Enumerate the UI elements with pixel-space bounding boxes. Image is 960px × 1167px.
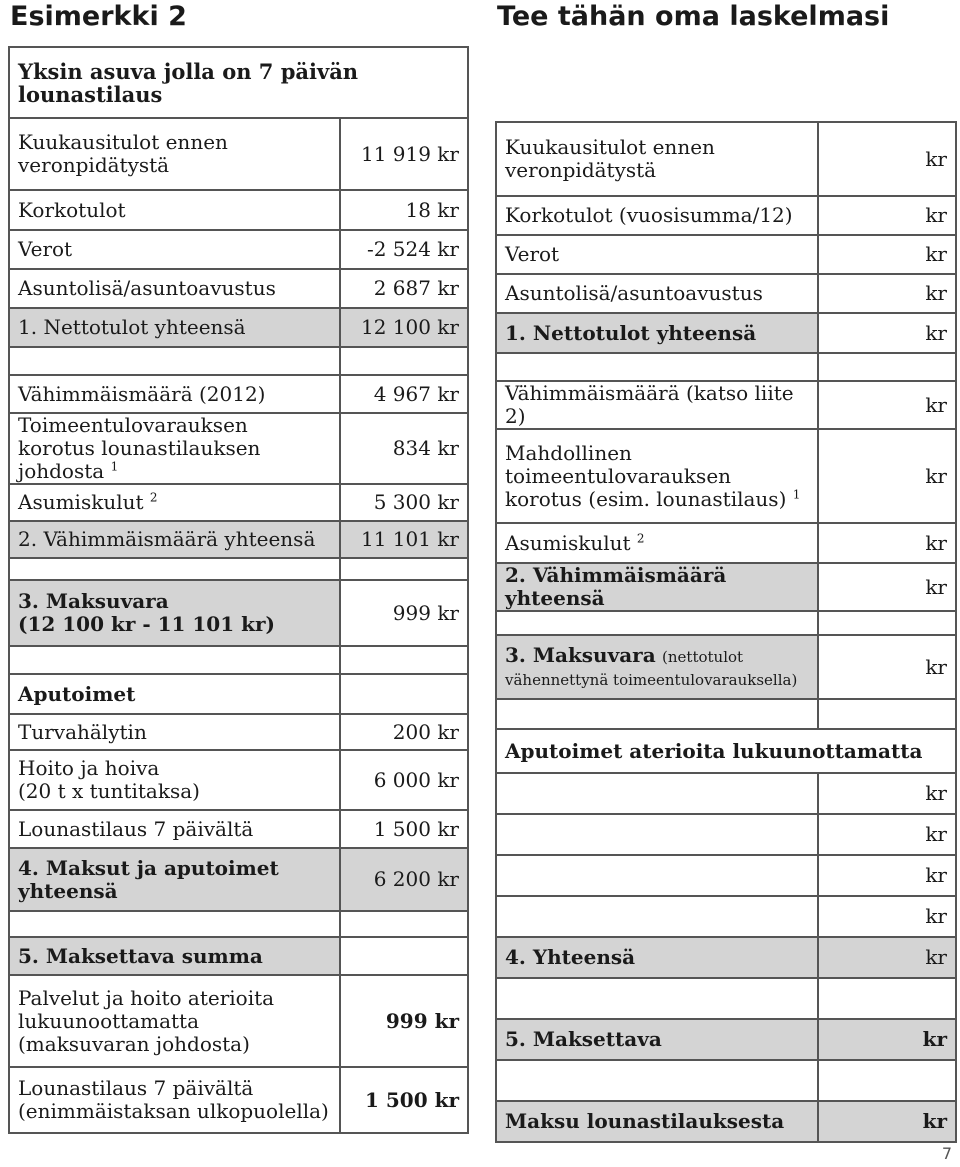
own-aid-row-3[interactable]	[496, 855, 818, 896]
left-heading: Esimerkki 2	[10, 1, 187, 32]
own-taxes-label: Verot	[496, 235, 818, 274]
spacer-cell	[340, 347, 468, 375]
care-value: 6 000 kr	[340, 750, 468, 810]
housing-cost-value: 5 300 kr	[340, 484, 468, 521]
own-income-unit: kr	[818, 122, 956, 196]
own-calculation-table	[495, 121, 957, 1143]
own-housing-label: Asuntolisä/asuntoavustus	[496, 274, 818, 313]
example-title: Yksin asuva jolla on 7 päivän lounastilaus	[9, 47, 468, 118]
spacer-cell	[818, 611, 956, 635]
own-aid-unit-2: kr	[818, 814, 956, 855]
spacer-cell	[340, 911, 468, 937]
payable-empty	[340, 937, 468, 975]
own-housing-cost-label: Asumiskulut	[505, 530, 631, 555]
own-total-unit: kr	[818, 937, 956, 978]
own-income-label: Kuukausitulot ennen veronpidätystä	[496, 122, 818, 196]
raise-cell	[9, 413, 340, 484]
minimum-total-label: 2. Vähimmäismäärä yhteensä	[9, 521, 340, 558]
income-label: Kuukausitulot ennen veronpidätystä	[9, 118, 340, 190]
payable-heading: 5. Maksettava summa	[9, 937, 340, 975]
lunch-max-label: Lounastilaus 7 päivältä (enimmäistaksan ulkopuolella)	[9, 1067, 340, 1133]
own-footnote-2: 2	[636, 530, 645, 545]
spacer-row	[9, 646, 340, 674]
net-total-label: 1. Nettotulot yhteensä	[9, 308, 340, 347]
own-raise-unit: kr	[818, 429, 956, 523]
housing-cost-label: Asumiskulut	[18, 490, 144, 514]
spacer-row	[496, 978, 818, 1019]
care-label: Hoito ja hoiva	[18, 756, 160, 780]
own-interest-label: Korkotulot (vuosisumma/12)	[496, 196, 818, 235]
own-payable-label: 5. Maksettava	[496, 1019, 818, 1060]
own-aid-unit-1: kr	[818, 773, 956, 814]
minimum-label: Vähimmäismäärä (2012)	[9, 375, 340, 413]
own-housing-cost-unit: kr	[818, 523, 956, 563]
housing-value: 2 687 kr	[340, 269, 468, 308]
own-lunch-fee-label: Maksu lounastilauksesta	[496, 1101, 818, 1142]
spacer-cell	[340, 646, 468, 674]
own-aid-row-1[interactable]	[496, 773, 818, 814]
spacer-cell	[818, 1060, 956, 1101]
fees-total-value: 6 200 kr	[340, 848, 468, 911]
own-housing-cost-cell	[496, 523, 818, 563]
services-value: 999 kr	[340, 975, 468, 1067]
own-aids-heading: Aputoimet aterioita lukuunottamatta	[496, 729, 956, 773]
raise-label: Toimeentulovarauksen korotus lounastilauksen johdosta	[18, 413, 261, 483]
taxes-label: Verot	[9, 230, 340, 269]
aids-empty	[340, 674, 468, 714]
own-payable-unit: kr	[818, 1019, 956, 1060]
margin-formula: (12 100 kr - 11 101 kr)	[18, 612, 275, 636]
lunch-max-value: 1 500 kr	[340, 1067, 468, 1133]
own-minimum-total-label: 2. Vähimmäismäärä yhteensä	[496, 563, 818, 611]
minimum-total-value: 11 101 kr	[340, 521, 468, 558]
own-aid-row-2[interactable]	[496, 814, 818, 855]
margin-cell	[9, 580, 340, 646]
interest-label: Korkotulot	[9, 190, 340, 230]
housing-label: Asuntolisä/asuntoavustus	[9, 269, 340, 308]
raise-value: 834 kr	[340, 413, 468, 484]
own-minimum-unit: kr	[818, 381, 956, 429]
right-heading: Tee tähän oma laskelmasi	[497, 1, 890, 32]
own-margin-note: (nettotulot vähennettynä toimeentulovarauksella)	[505, 648, 798, 689]
own-margin-cell	[496, 635, 818, 699]
care-formula: (20 t x tuntitaksa)	[18, 779, 200, 803]
spacer-row	[496, 699, 818, 729]
own-net-total-label: 1. Nettotulot yhteensä	[496, 313, 818, 353]
interest-value: 18 kr	[340, 190, 468, 230]
spacer-cell	[818, 353, 956, 381]
spacer-row	[9, 911, 340, 937]
own-aid-unit-3: kr	[818, 855, 956, 896]
example-table	[8, 46, 469, 1134]
own-taxes-unit: kr	[818, 235, 956, 274]
footnote-2: 2	[149, 490, 158, 505]
margin-label: 3. Maksuvara	[18, 589, 169, 613]
own-minimum-total-unit: kr	[818, 563, 956, 611]
own-housing-unit: kr	[818, 274, 956, 313]
alarm-label: Turvahälytin	[9, 714, 340, 750]
own-minimum-label: Vähimmäismäärä (katso liite 2)	[496, 381, 818, 429]
spacer-row	[9, 558, 340, 580]
spacer-row	[496, 611, 818, 635]
alarm-value: 200 kr	[340, 714, 468, 750]
lunch-label: Lounastilaus 7 päivältä	[9, 810, 340, 848]
own-net-total-unit: kr	[818, 313, 956, 353]
own-total-label: 4. Yhteensä	[496, 937, 818, 978]
spacer-cell	[818, 978, 956, 1019]
aids-heading: Aputoimet	[9, 674, 340, 714]
own-interest-unit: kr	[818, 196, 956, 235]
housing-cost-cell	[9, 484, 340, 521]
care-cell	[9, 750, 340, 810]
spacer-row	[496, 353, 818, 381]
footnote-1: 1	[110, 459, 119, 474]
net-total-value: 12 100 kr	[340, 308, 468, 347]
own-lunch-fee-unit: kr	[818, 1101, 956, 1142]
minimum-value: 4 967 kr	[340, 375, 468, 413]
spacer-cell	[818, 699, 956, 729]
income-value: 11 919 kr	[340, 118, 468, 190]
spacer-row	[496, 1060, 818, 1101]
page-number: 7	[941, 1144, 952, 1163]
own-aid-unit-4: kr	[818, 896, 956, 937]
fees-total-label: 4. Maksut ja aputoimet yhteensä	[9, 848, 340, 911]
services-label: Palvelut ja hoito aterioita lukuunoottamatta (maksuvaran johdosta)	[9, 975, 340, 1067]
margin-value: 999 kr	[340, 580, 468, 646]
own-margin-unit: kr	[818, 635, 956, 699]
spacer-cell	[340, 558, 468, 580]
lunch-value: 1 500 kr	[340, 810, 468, 848]
own-raise-label: Mahdollinen toimeentulovarauksen korotus (esim. lounastilaus)	[505, 440, 787, 511]
own-aid-row-4[interactable]	[496, 896, 818, 937]
own-footnote-1: 1	[792, 486, 801, 501]
spacer-row	[9, 347, 340, 375]
own-margin-label: 3. Maksuvara	[505, 643, 656, 667]
taxes-value: -2 524 kr	[340, 230, 468, 269]
own-raise-cell	[496, 429, 818, 523]
